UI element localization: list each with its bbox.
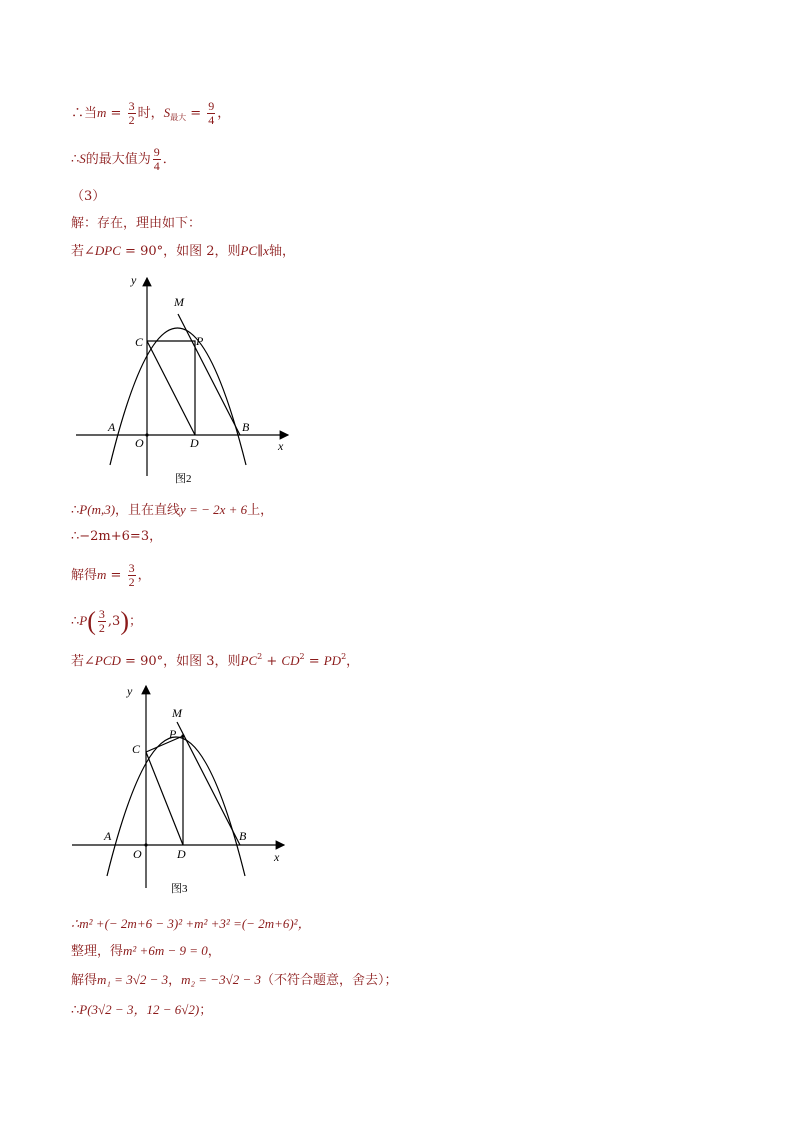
superscript: 2 — [341, 652, 347, 661]
point-p-result-2 — [71, 1003, 212, 1017]
var: P — [79, 502, 88, 517]
label-m: M — [174, 295, 184, 309]
root-1: m₁ = 3√2 − 3 — [97, 972, 169, 987]
denominator: 4 — [153, 159, 160, 173]
part-3-label: （3） — [71, 189, 106, 204]
var: DPC — [94, 243, 121, 258]
var: PCD — [94, 653, 121, 668]
superscript: 2 — [257, 652, 263, 661]
text: = — [304, 654, 324, 669]
var: PC — [240, 653, 258, 668]
text: 解得 — [71, 568, 98, 583]
coordinates: P(3√2 − 3，12 − 6√2) — [79, 1002, 200, 1017]
text: = — [106, 568, 126, 583]
text: ； — [128, 614, 142, 629]
text: ,3 — [107, 614, 121, 629]
label-o: O — [133, 847, 142, 861]
parabola — [110, 328, 246, 465]
denominator: 2 — [128, 575, 135, 589]
roots-line — [71, 973, 398, 987]
text: ， — [137, 568, 151, 583]
paren: ( — [87, 606, 96, 636]
text: ． — [162, 152, 176, 167]
fraction — [128, 100, 136, 127]
text: ∴ — [71, 503, 80, 518]
var: P — [79, 613, 88, 628]
label-a: A — [108, 420, 116, 434]
text: ∴当 — [71, 106, 98, 121]
text: ， — [217, 106, 231, 121]
denominator: 4 — [208, 113, 215, 127]
label-d: D — [177, 847, 186, 861]
fraction — [153, 146, 161, 173]
segment-mb — [178, 314, 240, 435]
text: ∴ — [71, 1003, 80, 1018]
solution-line-2 — [71, 146, 176, 173]
denominator: 2 — [98, 621, 105, 635]
label-x: x — [274, 850, 280, 864]
text: 若∠ — [71, 244, 95, 259]
text: + — [262, 654, 282, 669]
numerator: 3 — [128, 561, 135, 575]
figure-2-caption: 图2 — [175, 473, 192, 485]
point-p-dot — [181, 734, 184, 737]
root-2: m₂ = −3√2 − 3 — [181, 972, 261, 987]
segment-cd — [146, 752, 183, 845]
text: = — [186, 106, 206, 121]
segment-cp — [146, 736, 183, 752]
label-c: C — [135, 335, 144, 349]
var: x — [263, 243, 269, 258]
numerator: 9 — [208, 99, 215, 113]
text: ； — [199, 1003, 213, 1018]
label-p: P — [169, 727, 177, 741]
superscript: 2 — [299, 652, 305, 661]
point-p-on-line — [71, 503, 273, 517]
var: CD — [281, 653, 300, 668]
equation: y = − 2x + 6 — [180, 502, 248, 517]
var: m — [97, 567, 107, 582]
parabola — [107, 737, 245, 876]
text: 上， — [247, 503, 274, 518]
label-x: x — [278, 439, 284, 453]
text: 整理，得 — [71, 944, 124, 959]
simplify-line — [71, 944, 221, 958]
label-a: A — [104, 829, 112, 843]
origin-dot — [144, 843, 147, 846]
label-m: M — [172, 706, 182, 720]
denominator: 2 — [128, 113, 135, 127]
origin-dot — [145, 433, 148, 436]
case-dpc-line — [71, 244, 295, 258]
text: ， — [346, 654, 360, 669]
numerator: 3 — [128, 99, 135, 113]
label-y: y — [127, 684, 133, 698]
text: 轴， — [268, 244, 295, 259]
var: S — [79, 151, 86, 166]
figure-3-caption: 图3 — [171, 883, 188, 895]
label-d: D — [190, 436, 199, 450]
solution-line-1 — [71, 100, 230, 127]
label-b: B — [239, 829, 247, 843]
numerator: 9 — [153, 145, 160, 159]
text: ， — [168, 973, 182, 988]
var: PC — [240, 243, 258, 258]
equation: m² +6m − 9 = 0 — [123, 943, 208, 958]
figure-3 — [70, 678, 295, 900]
text: 若∠ — [71, 654, 95, 669]
label-p: P — [196, 334, 204, 348]
figure-2 — [70, 268, 300, 490]
var: PD — [323, 653, 342, 668]
pythagorean-equation: ∴m² +(− 2m+6 − 3)² +m² +3² =(− 2m+6)²， — [71, 916, 311, 931]
text: 解得 — [71, 973, 98, 988]
solution-intro: 解：存在，理由如下： — [71, 216, 202, 231]
fraction — [128, 562, 136, 589]
paren: ) — [120, 606, 129, 636]
text: （不符合题意，舍去）； — [261, 973, 398, 988]
fraction — [207, 100, 215, 127]
label-c: C — [132, 742, 141, 756]
point-p-result-1 — [71, 608, 142, 635]
segment-cd — [147, 341, 195, 435]
text: 时， — [137, 106, 164, 121]
text: = 90°，如图 2，则 — [120, 244, 241, 259]
text: 的最大值为 — [85, 152, 151, 167]
text: ∴ — [71, 152, 80, 167]
case-pcd-line — [71, 653, 359, 668]
solve-m-line — [71, 562, 151, 589]
label-y: y — [131, 273, 137, 287]
segment-mb — [177, 722, 240, 845]
text: = — [106, 106, 126, 121]
equation-line: ∴−2m+6=3， — [71, 529, 163, 544]
text: ，且在直线 — [115, 503, 181, 518]
label-o: O — [135, 436, 144, 450]
text: ∥ — [257, 244, 264, 259]
coordinates: (m,3) — [87, 502, 116, 517]
fraction — [98, 608, 106, 635]
text: ∴ — [71, 614, 80, 629]
var: S — [163, 105, 171, 120]
text: = 90°，如图 3，则 — [120, 654, 241, 669]
var: m — [97, 105, 107, 120]
label-b: B — [242, 420, 250, 434]
subscript: 最大 — [170, 113, 187, 122]
text: ， — [207, 944, 221, 959]
numerator: 3 — [98, 607, 105, 621]
